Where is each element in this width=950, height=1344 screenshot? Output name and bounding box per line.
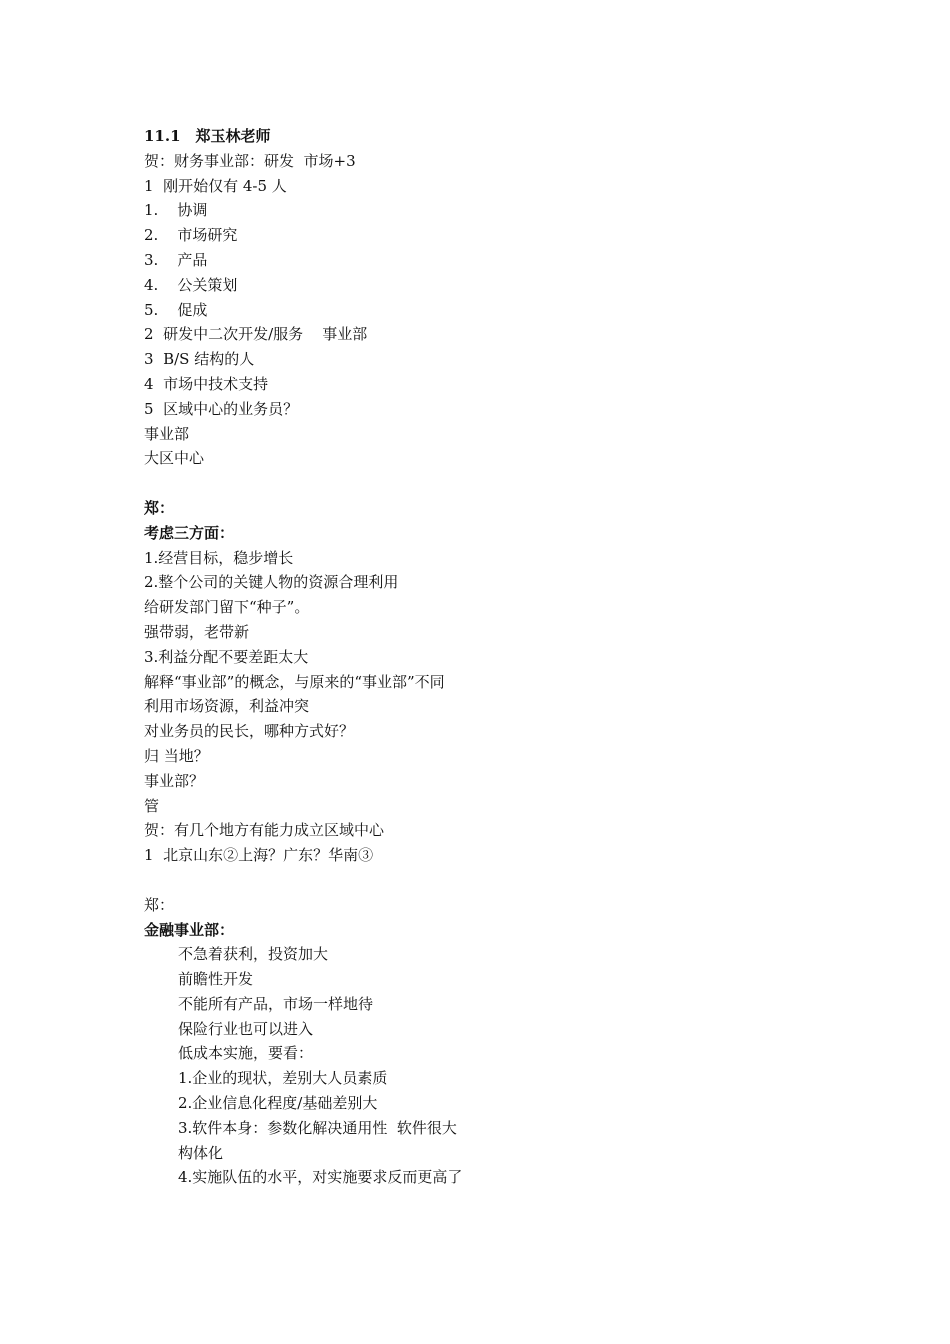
text-line: 贺：有几个地方有能力成立区域中心 [144,821,385,840]
text-line: 给研发部门留下“种子”。 [144,598,310,617]
speaker-label: 郑： [144,895,175,914]
indented-line: 4.实施队伍的水平，对实施要求反而更高了 [178,1168,463,1187]
text-line: 利用市场资源，利益冲突 [144,697,310,716]
text-line: 3.利益分配不要差距太大 [144,647,309,666]
indented-line: 前瞻性开发 [178,970,254,989]
text-line: 管 [144,796,160,815]
spacer [144,471,844,496]
text-line: 1 刚开始仅有 4-5 人 [144,176,287,195]
list-item: 4. 公关策划 [144,275,238,294]
text-line: 1.经营目标，稳步增长 [144,548,294,567]
text-line: 强带弱，老带新 [144,622,250,641]
text-line: 归 当地？ [144,746,209,765]
document-body [144,124,844,1190]
indented-line: 1.企业的现状，差别大人员素质 [178,1069,388,1088]
text-line: 大区中心 [144,449,205,468]
text-line: 5 区域中心的业务员？ [144,399,299,418]
text-line: 事业部 [144,424,190,443]
text-line: 2 研发中二次开发/服务 事业部 [144,325,368,344]
list-item: 3. 产品 [144,250,208,269]
text-line: 对业务员的民长，哪种方式好？ [144,722,355,741]
indented-line: 3.软件本身：参数化解决通用性 软件很大 [178,1118,457,1137]
list-item: 2. 市场研究 [144,226,238,245]
indented-line: 2.企业信息化程度/基础差别大 [178,1094,378,1113]
section-heading: 11.1 郑玉林老师 [144,127,271,145]
indented-line: 低成本实施，要看： [178,1044,314,1063]
text-line: 贺：财务事业部：研发 市场+3 [144,151,356,170]
text-line: 事业部？ [144,771,205,790]
text-line: 2.整个公司的关键人物的资源合理利用 [144,573,399,592]
text-line: 4 市场中技术支持 [144,374,269,393]
list-item: 5. 促成 [144,300,208,319]
indented-line: 保险行业也可以进入 [178,1019,314,1038]
section-heading: 金融事业部： [144,920,235,939]
indented-line: 构体化 [178,1143,224,1162]
list-item: 1. 协调 [144,201,208,220]
indented-line: 不急着获利，投资加大 [178,945,329,964]
text-line: 3 B/S 结构的人 [144,350,255,369]
indented-line: 不能所有产品，市场一样地待 [178,994,374,1013]
spacer [144,868,844,893]
speaker-label: 郑： [144,498,175,517]
section-heading: 考虑三方面： [144,523,235,542]
text-line: 解释“事业部”的概念，与原来的“事业部”不同 [144,672,445,691]
text-line: 1 北京山东②上海？广东？华南③ [144,846,374,865]
